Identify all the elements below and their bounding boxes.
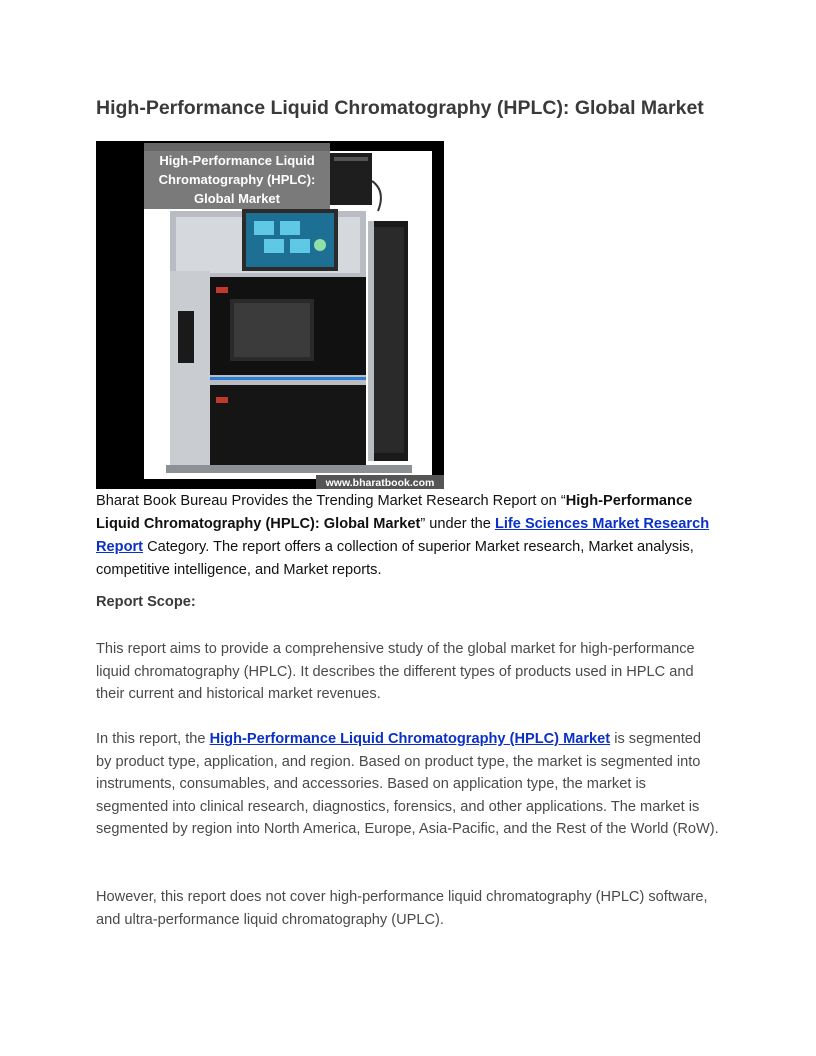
scope-paragraph-1: This report aims to provide a comprehensive study of the global market for high-performance liquid chromatography (HPLC). It describes the different types of products used in HPLC and their current and historical market revenues. (96, 641, 695, 703)
life-sciences-report-link[interactable]: Life Sciences Market Research Report (96, 516, 710, 555)
para2-post-text: is segmented by product type, application, and region. Based on product type, the market is segmented into instruments, consumables, and accessories. Based on application type, the market is segmented into clinical research, diagnostics, forensics, and other applications. The market is segmented by region into North America, Europe, Asia-Pacific, and the Rest of the World (RoW). (96, 731, 719, 838)
hero-image (96, 141, 444, 489)
scope-paragraph-2 (96, 728, 720, 841)
intro-mid-text: ” under the (420, 516, 495, 532)
hero-overlay-line2: Chromatography (HPLC): (158, 172, 316, 187)
hplc-instrument-illustration (96, 141, 444, 489)
hero-overlay-line1: High-Performance Liquid (159, 153, 315, 168)
intro-pre-text: Bharat Book Bureau Provides the Trending Market Research Report on “ (96, 493, 566, 509)
hplc-market-link[interactable]: High-Performance Liquid Chromatography (HPLC) Market (209, 731, 611, 747)
intro-report-title: High-Performance Liquid Chromatography (HPLC): Global Market (96, 493, 693, 532)
scope-paragraph-3: However, this report does not cover high-performance liquid chromatography (HPLC) software, and ultra-performance liquid chromatography (UPLC). (96, 889, 708, 928)
intro-paragraph (96, 490, 716, 582)
hero-watermark: www.bharatbook.com (325, 477, 435, 489)
page-title: High-Performance Liquid Chromatography (HPLC): Global Market (96, 97, 704, 119)
hero-overlay-line3: Global Market (194, 191, 280, 206)
intro-post-text: Category. The report offers a collection of superior Market research, Market analysis, competitive intelligence, and Market reports. (96, 539, 694, 578)
para2-pre-text: In this report, the (96, 731, 210, 747)
report-scope-heading: Report Scope: (96, 594, 196, 610)
